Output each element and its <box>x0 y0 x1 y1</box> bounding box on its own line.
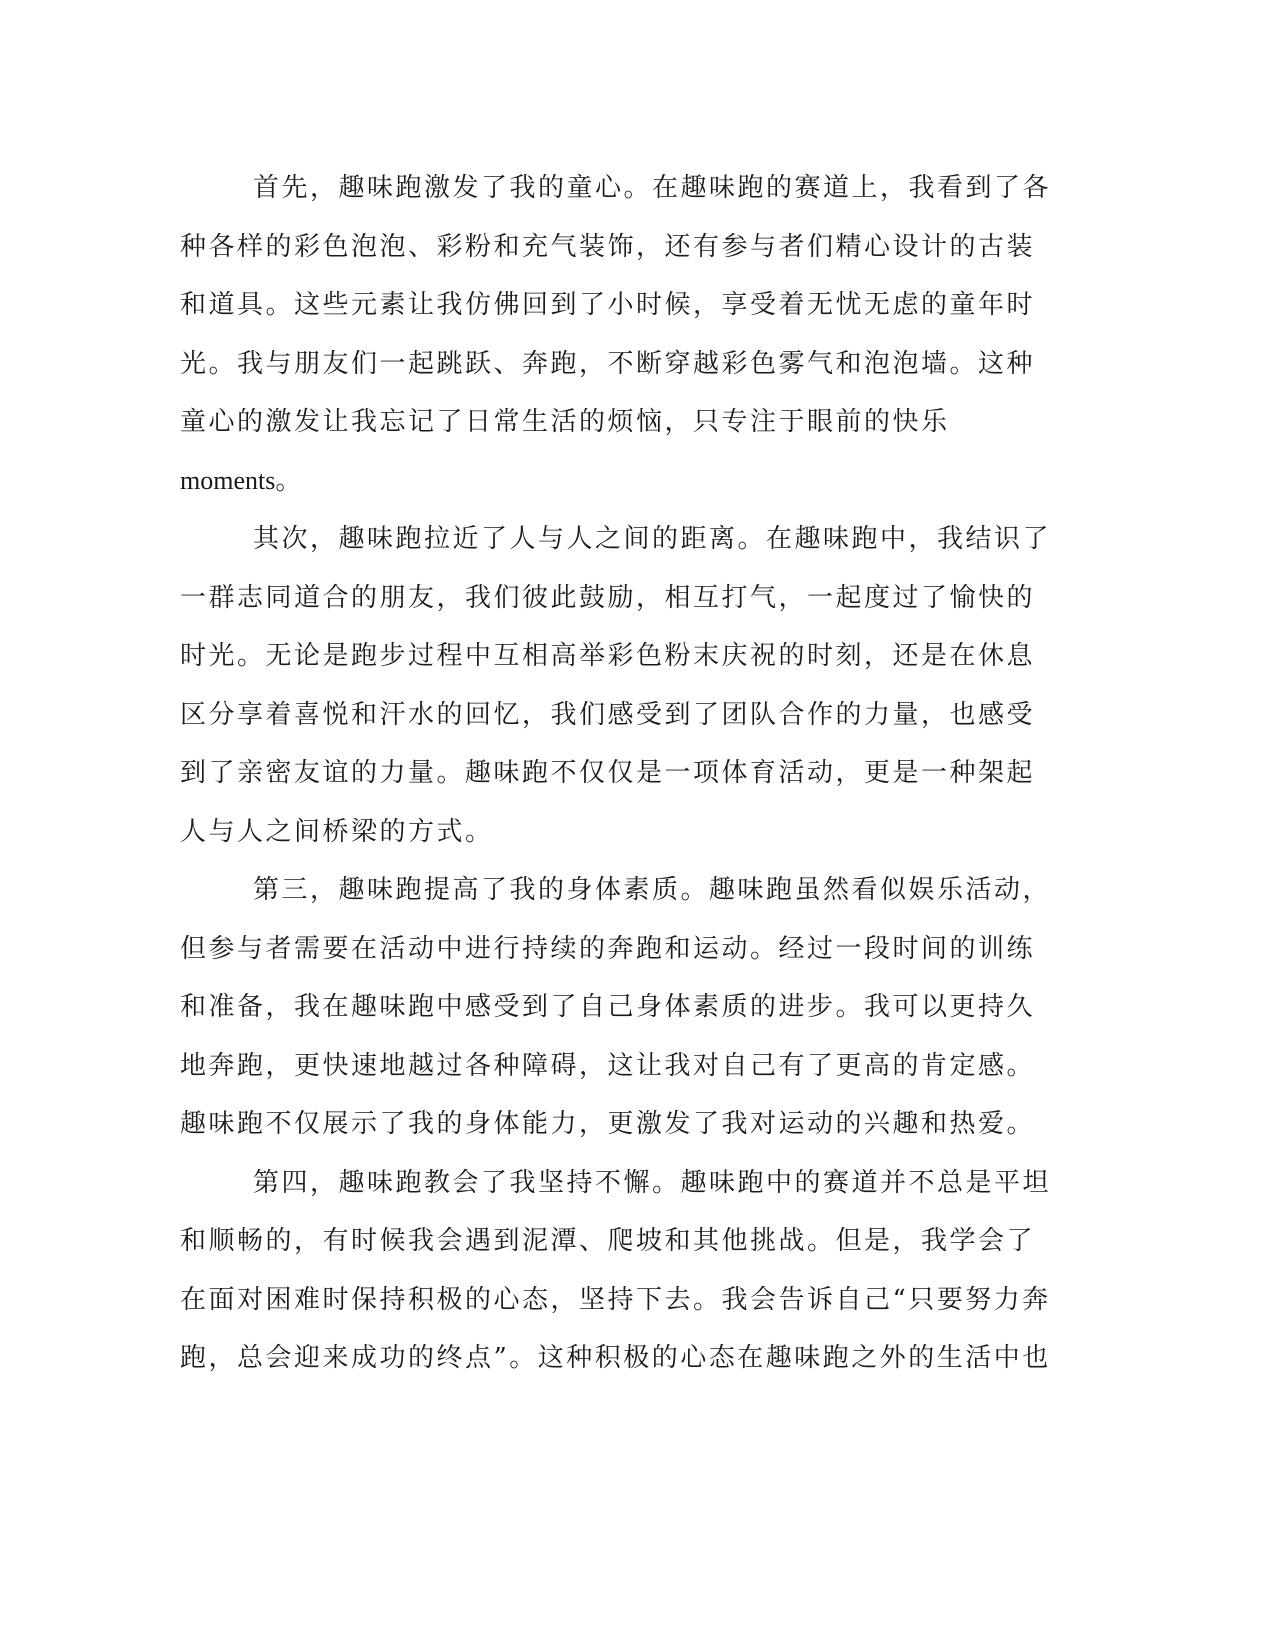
text-line: 时光。无论是跑步过程中互相高举彩色粉末庆祝的时刻，还是在休息 <box>180 641 1036 671</box>
text-line: 在面对困难时保持积极的心态，坚持下去。我会告诉自己“只要努力奔 <box>180 1284 1051 1315</box>
text-line: 跑，总会迎来成功的终点”。这种积极的心态在趣味跑之外的生活中也 <box>180 1343 1051 1373</box>
document-body <box>180 159 1060 1388</box>
text-line: 人与人之间桥梁的方式。 <box>180 816 494 847</box>
text-line: moments。 <box>180 465 302 495</box>
text-line: 种各样的彩色泡泡、彩粉和充气装饰，还有参与者们精心设计的古装 <box>180 231 1036 262</box>
text-line: 其次，趣味跑拉近了人与人之间的距离。在趣味跑中，我结识了 <box>253 524 1052 554</box>
text-line: 到了亲密友谊的力量。趣味跑不仅仅是一项体育活动，更是一种架起 <box>180 758 1036 788</box>
text-line: 和顺畅的，有时候我会遇到泥潭、爬坡和其他挑战。但是，我学会了 <box>180 1226 1036 1256</box>
text-line: 但参与者需要在活动中进行持续的奔跑和运动。经过一段时间的训练 <box>180 933 1036 964</box>
text-line: 趣味跑不仅展示了我的身体能力，更激发了我对运动的兴趣和热爱。 <box>180 1109 1036 1139</box>
text-line: 童心的激发让我忘记了日常生活的烦恼，只专注于眼前的快乐 <box>180 407 950 437</box>
text-line: 首先，趣味跑激发了我的童心。在趣味跑的赛道上，我看到了各 <box>253 173 1052 203</box>
text-line: 一群志同道合的朋友，我们彼此鼓励，相互打气，一起度过了愉快的 <box>180 582 1036 613</box>
text-line: 和道具。这些元素让我仿佛回到了小时候，享受着无忧无虑的童年时 <box>180 290 1036 320</box>
text-line: 区分享着喜悦和汗水的回忆，我们感受到了团队合作的力量，也感受 <box>180 699 1036 730</box>
text-line: 和准备，我在趣味跑中感受到了自己身体素质的进步。我可以更持久 <box>180 992 1036 1022</box>
text-line: 地奔跑，更快速地越过各种障碍，这让我对自己有了更高的肯定感。 <box>180 1050 1036 1081</box>
paragraph-closer-distance <box>180 510 1060 861</box>
paragraph-perseverance <box>180 1154 1060 1388</box>
text-line: 光。我与朋友们一起跳跃、奔跑，不断穿越彩色雾气和泡泡墙。这种 <box>180 348 1036 379</box>
text-line: 第四，趣味跑教会了我坚持不懈。趣味跑中的赛道并不总是平坦 <box>253 1167 1052 1198</box>
text-line: 第三，趣味跑提高了我的身体素质。趣味跑虽然看似娱乐活动， <box>253 875 1052 905</box>
paragraph-childlike-heart <box>180 159 1060 510</box>
paragraph-physical-fitness <box>180 861 1060 1154</box>
